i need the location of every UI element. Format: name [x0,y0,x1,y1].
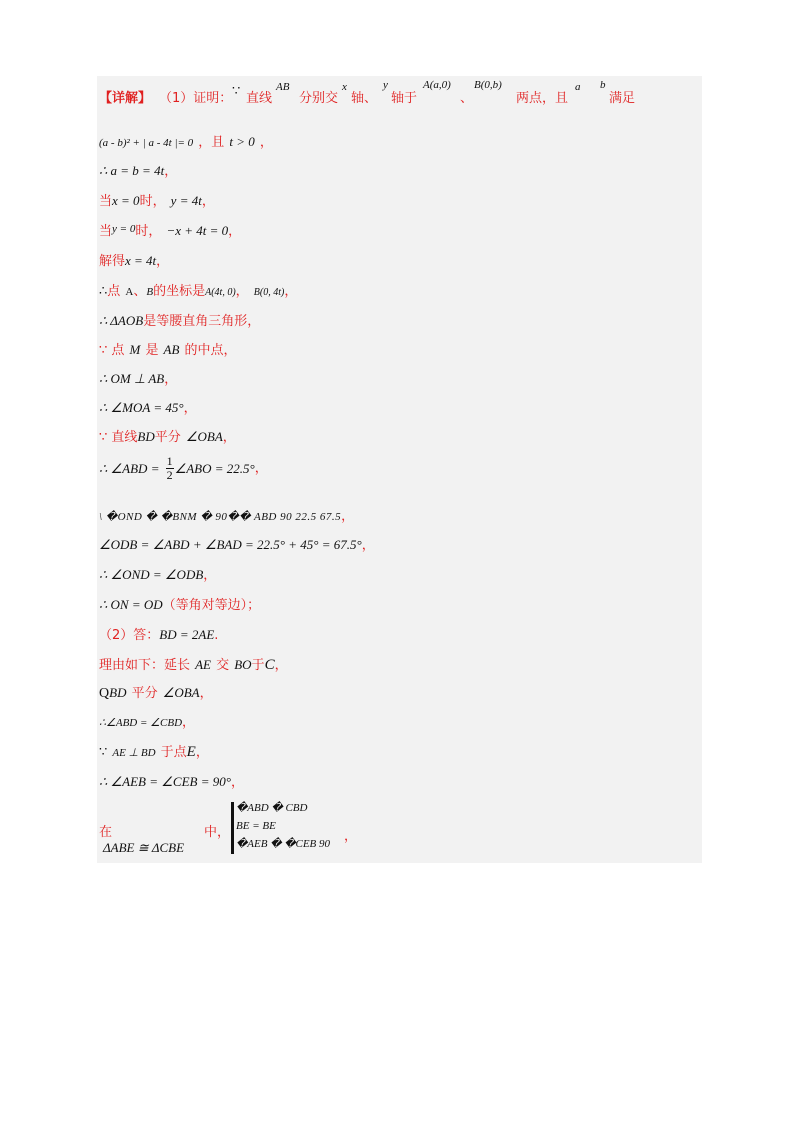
math-x-zero: x = 0 [112,193,140,208]
math-ab: AB [163,342,180,357]
text-at-point: 于点 [160,745,187,760]
line-18 [99,626,218,642]
line-12 [99,428,236,444]
period: . [214,628,219,643]
text-axis2: 轴于 [391,91,418,106]
part2-label: （2）答： [99,628,160,643]
comma: ， [182,715,196,730]
math-coord-b: B(0, 4t) [253,287,285,298]
math-t-positive: t > 0 [229,134,255,149]
text-at: 于 [251,658,265,673]
comma: ， [228,224,242,239]
label-b: B [146,286,154,298]
line-17 [99,596,260,612]
line-3 [99,162,177,178]
math-a-eq-b: ∴ a = b = 4t [99,163,165,178]
because-symbol: ∵ [99,744,108,759]
math-bo: BO [234,657,252,672]
text-bisect: 平分 [154,430,181,445]
comma: ， [164,164,178,179]
math-c: C [264,657,275,673]
math-bd-2ae: BD = 2AE [159,627,215,642]
line-4 [99,192,215,208]
math-bd: BD [137,429,155,444]
fraction-denominator: 2 [166,468,173,483]
comma: ， [199,686,213,701]
math-bd: BD [109,685,127,700]
text-then: 时， [135,224,162,239]
math-angle-abd-cbd: ∴∠ABD = ∠CBD [99,717,183,729]
text-straight-line: 直线 [246,91,273,106]
line-5 [99,222,241,238]
because-symbol: ∵ [232,83,241,98]
fraction-half [166,455,174,482]
line-13 [99,455,268,482]
text-equal-angles-sides: （等角对等边）； [162,598,261,613]
line-7 [99,282,297,298]
comma: ， [183,401,197,416]
math-perpendicular: ∴ OM ⊥ AB [99,371,165,386]
line-16 [99,566,216,582]
line-14 [99,507,354,523]
line-23 [99,773,244,789]
line-15 [99,536,375,552]
text-isosceles: 是等腰直角三角形， [143,314,261,329]
detail-tag: 【详解】 [99,91,152,106]
math-point-b: B(0,b) [474,79,502,91]
text-reason: 理由如下：延长 [99,658,191,673]
math-angles-equal: ∴ ∠OND = ∠ODB [99,567,204,582]
text-dun: 、 [460,91,474,106]
text-and: ，且 [198,135,225,150]
math-on-eq-od: ∴ ON = OD [99,597,163,612]
text-satisfy: 满足 [609,91,636,106]
math-angle-abo: ∠ABO = 22.5° [174,461,255,477]
text-intersect: 交 [216,658,230,673]
comma: ， [222,430,236,445]
math-ab: AB [276,81,290,93]
math-y-zero: y = 0 [112,223,136,235]
math-coord-a: A(4t, 0) [205,287,236,298]
math-condition: (a - b)² + | a - 4t |= 0 [99,137,194,149]
text-because-point: ∵ 点 [99,343,125,358]
line-8 [99,312,260,328]
math-equation: −x + 4t = 0 [166,223,229,238]
math-y: y [383,79,388,91]
text-when: 当 [99,194,113,209]
part1-label: （1）证明： [159,91,233,106]
text-is: 是 [145,343,159,358]
text-solve: 解得 [99,254,126,269]
math-m: M [129,342,141,357]
line-11 [99,399,197,415]
fraction-numerator: 1 [166,454,173,468]
text-because-line: ∵ 直线 [99,430,138,445]
line-21 [99,713,195,729]
comma: ， [361,538,375,553]
system-line-3: �AEB � �CEB 90 [236,838,331,850]
comma: ， [156,254,170,269]
comma: ， [201,194,215,209]
math-a: a [575,81,581,93]
text-then: 时， [139,194,166,209]
comma: ， [274,658,288,673]
text-midpoint: 的中点， [184,343,237,358]
garbled-equation: \ �OND � �BNM � 90�� ABD 90 22.5 67.5 [99,511,342,523]
comma: ， [254,461,268,477]
math-x-4t: x = 4t [125,253,157,268]
text-axis1: 轴、 [351,91,378,106]
math-angle-abd: ∴ ∠ABD = [99,461,160,477]
math-angle-oba: ∠OBA [185,429,223,444]
math-y-4t: y = 4t [170,193,202,208]
comma: ， [164,372,178,387]
math-point-a: A(a,0) [423,79,451,91]
label-a: A [125,286,134,298]
comma: ， [230,775,244,790]
line-6 [99,252,169,268]
math-congruent: ΔABE ≅ ΔCBE [103,840,185,855]
comma: ， [235,284,249,299]
comma: ， [344,829,358,844]
math-e: E [186,744,196,760]
text-point: 点 [107,284,121,299]
comma: ， [203,568,217,583]
math-ae: AE [195,657,211,672]
text-intersect: 分别交 [299,91,339,106]
line-19 [99,656,288,673]
line-22 [99,743,209,760]
text-dun: 、 [133,284,147,299]
text-middle: 中， [204,825,231,840]
text-in: 在 [99,825,113,840]
line-20 [99,684,213,701]
math-angle-odb: ∠ODB = ∠ABD + ∠BAD = 22.5° + 45° = 67.5° [99,537,362,552]
math-b: b [600,79,606,91]
comma: ， [341,509,355,524]
text-when: 当 [99,224,113,239]
math-angle-oba: ∠OBA [162,685,200,700]
text-bisect: 平分 [131,686,158,701]
math-x: x [342,81,347,93]
comma: ， [195,745,209,760]
system-line-1: �ABD � CBD [236,802,308,814]
symbol-q: Q [99,686,110,701]
system-line-2: BE = BE [236,820,276,832]
line-2 [99,133,273,149]
math-angle-aeb-ceb: ∴ ∠AEB = ∠CEB = 90° [99,774,231,789]
math-triangle-aob: ∴ ΔAOB [99,313,144,328]
comma: ， [259,135,273,150]
therefore-symbol: ∴ [99,283,108,298]
line-10 [99,370,177,386]
text-coords: 的坐标是 [153,284,206,299]
line-9 [99,341,237,357]
text-two-points: 两点，且 [516,91,569,106]
comma: ， [284,284,298,299]
math-angle-moa: ∴ ∠MOA = 45° [99,400,184,415]
math-ae-perp-bd: AE ⊥ BD [112,747,156,759]
